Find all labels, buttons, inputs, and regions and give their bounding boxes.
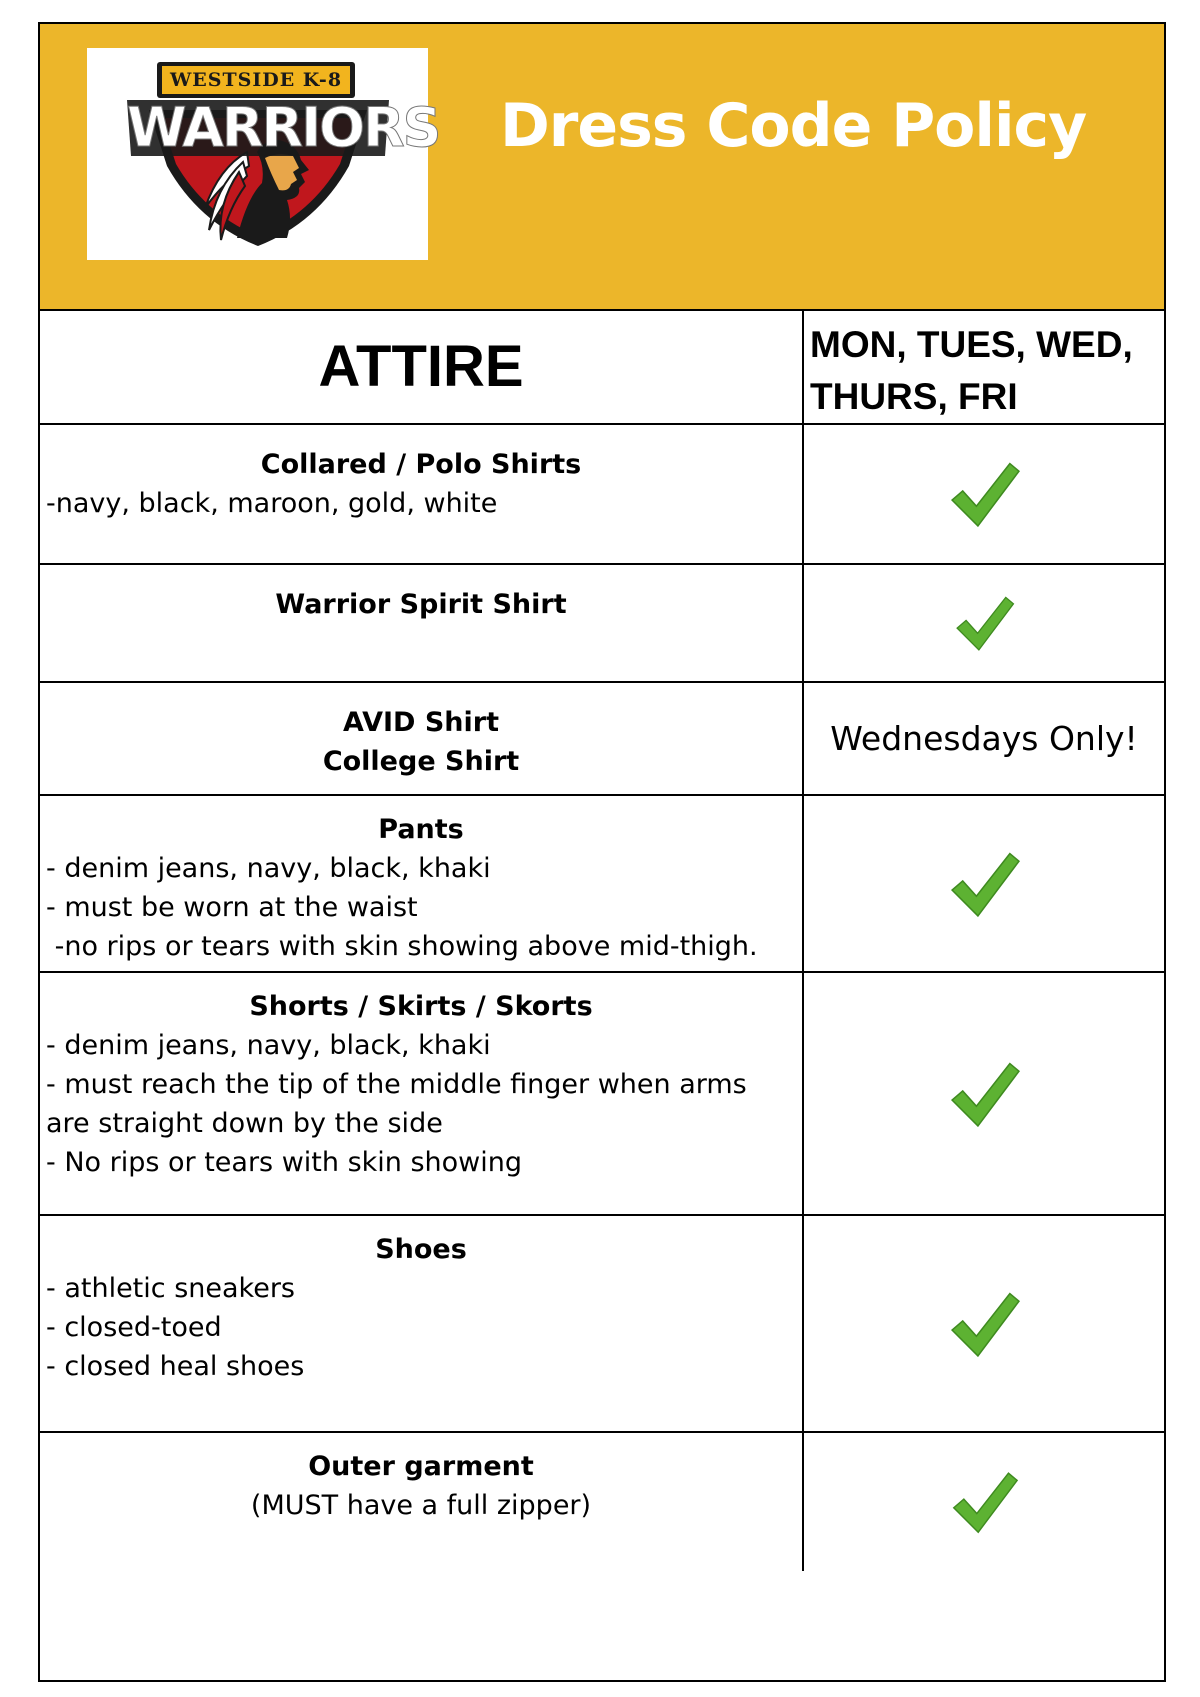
item-title: Warrior Spirit Shirt xyxy=(275,589,567,620)
table-row xyxy=(40,1216,1164,1433)
attire-cell xyxy=(40,683,804,794)
item-title: Pants xyxy=(378,814,464,845)
days-cell xyxy=(804,1216,1164,1431)
check-icon xyxy=(948,1466,1020,1538)
item-detail: - must be worn at the waist xyxy=(46,892,418,923)
item-detail: - denim jeans, navy, black, khaki xyxy=(46,853,491,884)
days-cell xyxy=(804,683,1164,794)
days-cell xyxy=(804,425,1164,563)
table-header-row xyxy=(40,309,1164,425)
page-title: Dress Code Policy xyxy=(500,91,1087,161)
logo-main-text: WARRIORS xyxy=(127,96,440,159)
school-logo xyxy=(87,48,440,260)
days-cell xyxy=(804,973,1164,1214)
check-icon xyxy=(946,1286,1022,1362)
check-icon xyxy=(946,846,1022,922)
logo-top-text: WESTSIDE K-8 xyxy=(169,69,343,91)
item-detail: - athletic sneakers xyxy=(46,1273,295,1304)
wednesdays-only-note: Wednesdays Only! xyxy=(830,719,1138,758)
item-detail: - denim jeans, navy, black, khaki xyxy=(46,1030,491,1061)
table-row xyxy=(40,796,1164,973)
item-detail: - must reach the tip of the middle finger when arms xyxy=(46,1069,747,1100)
attire-cell xyxy=(40,1433,804,1571)
attire-cell xyxy=(40,796,804,971)
attire-cell xyxy=(40,1216,804,1431)
item-detail: -no rips or tears with skin showing above mid-thigh. xyxy=(46,931,758,962)
dress-code-sheet xyxy=(38,22,1166,1682)
item-title: Outer garment xyxy=(308,1451,534,1482)
attire-cell xyxy=(40,973,804,1214)
item-title: Shoes xyxy=(375,1234,467,1265)
item-title: AVID Shirt xyxy=(343,707,499,738)
attire-cell xyxy=(40,565,804,681)
attire-cell xyxy=(40,425,804,563)
days-header-line1: MON, TUES, WED, xyxy=(810,324,1133,365)
item-detail: (MUST have a full zipper) xyxy=(250,1490,592,1521)
item-detail: - closed-toed xyxy=(46,1312,222,1343)
days-column-header xyxy=(804,309,1164,423)
item-detail: are straight down by the side xyxy=(46,1108,443,1139)
check-icon xyxy=(946,456,1022,532)
table-row xyxy=(40,973,1164,1216)
days-cell xyxy=(804,1433,1164,1571)
table-row xyxy=(40,683,1164,796)
days-cell xyxy=(804,796,1164,971)
table-row xyxy=(40,1433,1164,1571)
header-banner xyxy=(40,24,1164,311)
check-icon xyxy=(952,591,1016,655)
attire-column-header: ATTIRE xyxy=(40,309,804,423)
item-detail: -navy, black, maroon, gold, white xyxy=(46,488,498,519)
item-detail: - closed heal shoes xyxy=(46,1351,305,1382)
item-title: Shorts / Skirts / Skorts xyxy=(249,991,593,1022)
item-title-second: College Shirt xyxy=(322,746,520,777)
days-cell xyxy=(804,565,1164,681)
dress-code-table xyxy=(40,309,1164,1571)
table-row xyxy=(40,565,1164,683)
check-icon xyxy=(946,1056,1022,1132)
item-title: Collared / Polo Shirts xyxy=(260,449,582,480)
table-row xyxy=(40,425,1164,565)
item-detail: - No rips or tears with skin showing xyxy=(46,1147,523,1178)
days-header-line2: THURS, FRI xyxy=(810,376,1018,417)
